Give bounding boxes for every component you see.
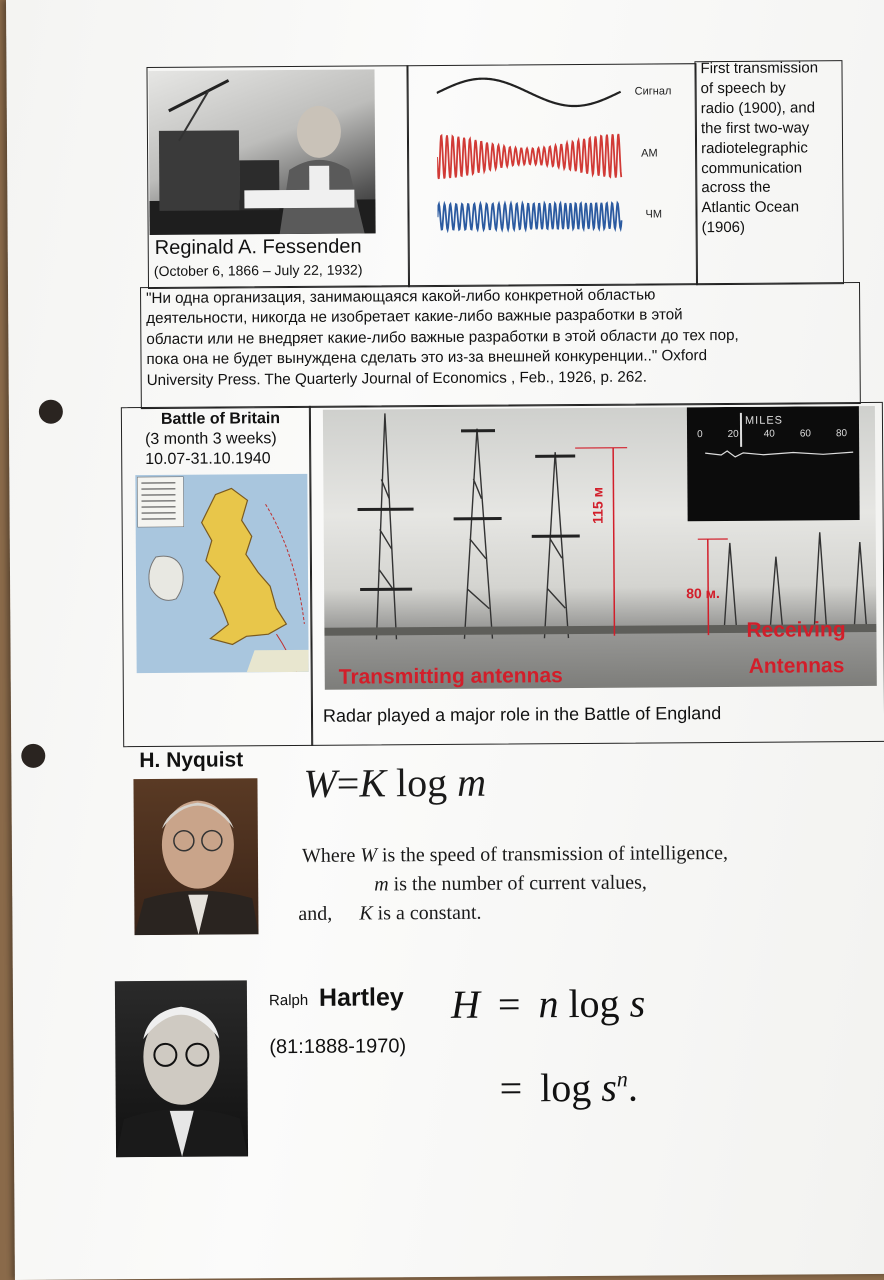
quote-line: "Ни одна организация, занимающаяся какой-либо конкретной областью bbox=[146, 286, 656, 308]
fm-wave bbox=[437, 203, 621, 230]
description-line: radio (1900), and bbox=[700, 99, 816, 117]
hartley-photo bbox=[115, 980, 248, 1157]
explanation-line bbox=[298, 897, 728, 929]
description-line: communication bbox=[701, 158, 803, 177]
formula-function: log bbox=[568, 980, 620, 1027]
hartley-photo-drawing bbox=[115, 980, 248, 1157]
formula-function: log bbox=[395, 759, 448, 806]
nyquist-formula bbox=[303, 759, 486, 807]
britain-map-drawing bbox=[135, 474, 308, 673]
miles-tick: 60 bbox=[799, 428, 811, 440]
document-page bbox=[6, 0, 884, 1280]
hartley-last-name: Hartley bbox=[318, 983, 404, 1012]
radar-caption: Radar played a major role in the Battle of England bbox=[322, 703, 722, 726]
miles-tick: 80 bbox=[835, 428, 848, 440]
transmitting-antennas-label: Transmitting antennas bbox=[338, 664, 563, 689]
description-line: across the bbox=[701, 179, 771, 197]
punch-hole bbox=[21, 744, 45, 768]
fm-label: ЧМ bbox=[645, 208, 663, 221]
fessenden-dates: (October 6, 1866 – July 22, 1932) bbox=[153, 261, 363, 279]
formula-variable: m bbox=[374, 873, 389, 896]
nyquist-photo-drawing bbox=[133, 778, 258, 935]
formula-variable: W bbox=[360, 844, 378, 867]
formula-variable: H bbox=[450, 981, 481, 1027]
receiving-antennas-label-1: Receiving bbox=[746, 618, 846, 642]
explanation-line bbox=[302, 839, 728, 871]
nyquist-photo bbox=[133, 778, 258, 935]
quote-line: пока она не будет вынуждена сделать это из-за внешней конкуренции.." Oxford bbox=[146, 347, 708, 369]
fessenden-photo bbox=[148, 69, 375, 235]
miles-tick: 0 bbox=[697, 429, 703, 441]
formula-variable: n bbox=[538, 981, 559, 1027]
formula-variable: s bbox=[601, 1064, 618, 1110]
description-line: radiotelegraphic bbox=[700, 139, 808, 157]
am-label: АМ bbox=[641, 147, 658, 160]
hartley-first-name: Ralph bbox=[268, 991, 309, 1010]
am-wave bbox=[437, 134, 621, 179]
nyquist-explanation bbox=[298, 839, 729, 929]
quote-line: University Press. The Quarterly Journal of Economics , Feb., 1926, p. 262. bbox=[146, 368, 648, 389]
description-line: the first two-way bbox=[700, 119, 810, 137]
text-run: and, bbox=[298, 902, 338, 925]
description-line: Atlantic Ocean bbox=[701, 198, 800, 217]
radar-miles-label: MILES bbox=[744, 414, 784, 427]
formula-operator: = bbox=[497, 981, 521, 1027]
radar-photo bbox=[323, 406, 877, 690]
britain-map bbox=[135, 474, 308, 673]
nyquist-name: H. Nyquist bbox=[139, 748, 244, 773]
hartley-formula-2 bbox=[499, 1064, 638, 1112]
hartley-formula-1 bbox=[451, 980, 645, 1028]
formula-function: log bbox=[540, 1064, 592, 1111]
fessenden-photo-drawing bbox=[148, 69, 375, 235]
formula-variable: m bbox=[457, 759, 487, 805]
fessenden-name: Reginald A. Fessenden bbox=[154, 235, 362, 259]
formula-punctuation: . bbox=[627, 1064, 639, 1110]
text-run: is the number of current values, bbox=[388, 871, 647, 896]
radar-miles-scale bbox=[697, 428, 847, 440]
description-line: of speech by bbox=[700, 79, 786, 98]
battle-title: Battle of Britain bbox=[160, 410, 281, 428]
quote-line: области или не внедряет какие-либо важные разработки в этой области до тех пор, bbox=[146, 326, 739, 348]
formula-variable: K bbox=[359, 760, 387, 806]
receiving-antennas-label-2: Antennas bbox=[748, 654, 845, 678]
formula-variable: W bbox=[303, 760, 337, 806]
tall-antenna-height: 115 м bbox=[589, 486, 606, 524]
formula-operator: = bbox=[499, 1065, 523, 1111]
punch-hole bbox=[39, 400, 63, 424]
explanation-line bbox=[302, 868, 728, 900]
battle-duration: (3 month 3 weeks) bbox=[145, 430, 277, 449]
text-run: is the speed of transmission of intelligence, bbox=[376, 841, 729, 867]
battle-dates: 10.07-31.10.1940 bbox=[145, 450, 271, 469]
formula-variable: s bbox=[629, 980, 646, 1026]
quote-line: деятельности, никогда не изобретает какие-либо важные разработки в этой bbox=[146, 306, 683, 328]
miles-tick: 40 bbox=[763, 428, 775, 440]
text-run: is a constant. bbox=[372, 901, 482, 925]
text-run: Where bbox=[301, 844, 361, 867]
signal-wave bbox=[437, 78, 621, 107]
signal-label: Сигнал bbox=[634, 85, 672, 98]
description-line: (1906) bbox=[701, 219, 746, 237]
modulation-waves bbox=[437, 72, 634, 243]
formula-operator: = bbox=[336, 760, 360, 806]
miles-tick: 20 bbox=[727, 428, 739, 440]
hartley-dates: (81:1888-1970) bbox=[269, 1035, 407, 1059]
formula-exponent: n bbox=[616, 1066, 628, 1092]
short-antenna-height: 80 м. bbox=[686, 585, 720, 602]
description-line: First transmission bbox=[700, 59, 819, 78]
fessenden-description bbox=[700, 58, 819, 238]
quote-text bbox=[146, 285, 739, 391]
radar-antennas-drawing bbox=[323, 406, 877, 690]
formula-variable: K bbox=[359, 902, 373, 925]
